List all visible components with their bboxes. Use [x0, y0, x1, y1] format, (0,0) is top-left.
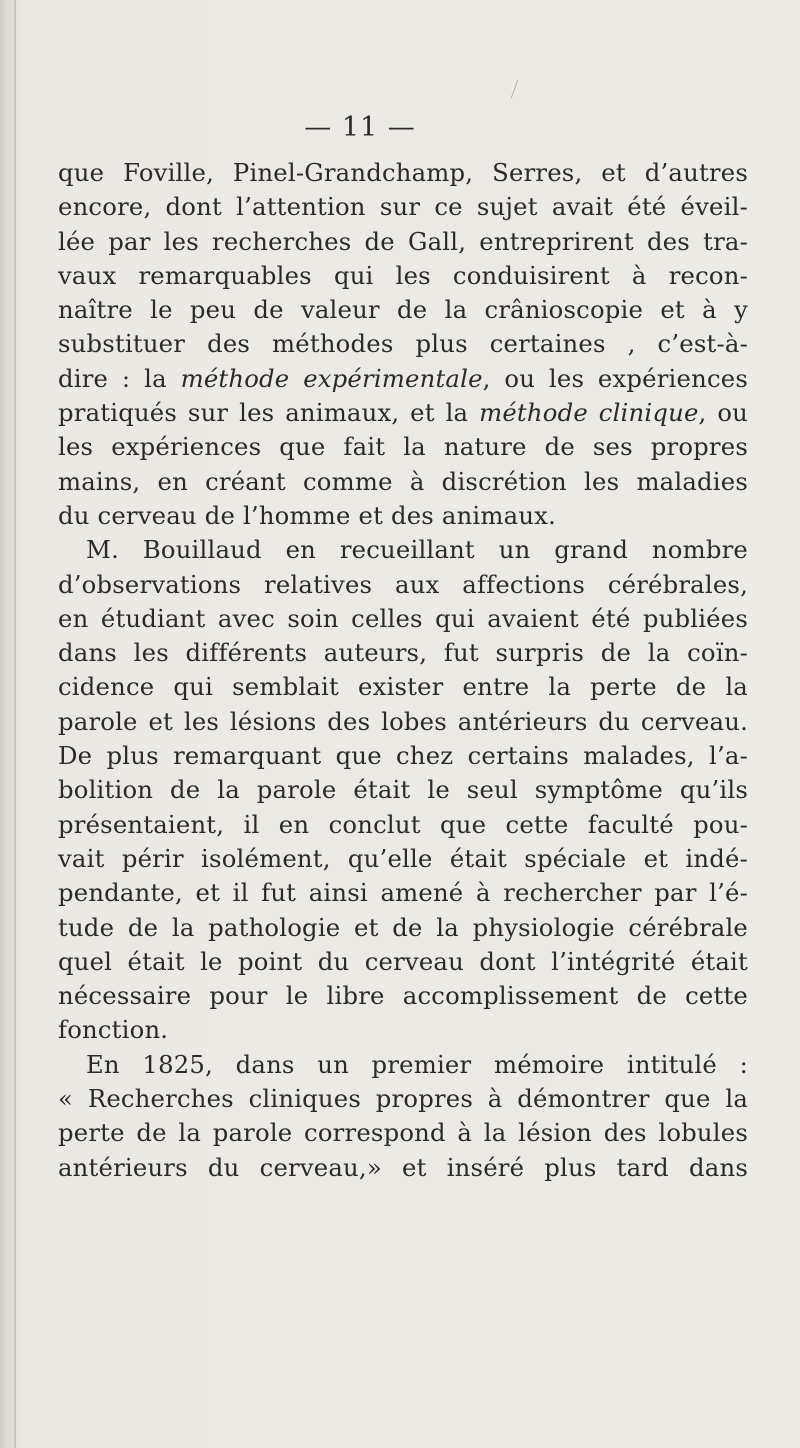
- body-text: [58, 156, 748, 1185]
- text-line: naître le peu de valeur de la crânioscopie et à y: [58, 295, 748, 325]
- text-line: mains, en créant comme à discrétion les maladies: [58, 466, 748, 496]
- text-line: en étudiant avec soin celles qui avaient été publiées: [58, 603, 748, 633]
- text-segment: pratiqués sur les animaux, et la: [58, 398, 480, 428]
- text-line: lée par les recherches de Gall, entreprirent des tra-: [58, 226, 748, 256]
- text-line: fonction.: [58, 1015, 169, 1045]
- page-gutter-edge: [14, 0, 16, 1448]
- text-line: M. Bouillaud en recueillant un grand nombre: [86, 535, 748, 565]
- text-line: que Foville, Pinel-Grandchamp, Serres, et d’autres: [58, 158, 748, 187]
- italic-term: méthode clinique: [479, 398, 699, 428]
- text-line: vaux remarquables qui les conduisirent à recon-: [58, 260, 748, 290]
- text-line: De plus remarquant que chez certains malades, l’a-: [58, 741, 748, 771]
- italic-term: méthode expérimentale: [180, 363, 483, 393]
- text-line: antérieurs du cerveau,» et inséré plus tard dans: [58, 1152, 748, 1182]
- text-line: En 1825, dans un premier mémoire intitulé :: [86, 1049, 748, 1079]
- text-line: encore, dont l’attention sur ce sujet avait été éveil-: [58, 192, 748, 222]
- text-line: substituer des méthodes plus certaines , c’est-à-: [58, 329, 748, 359]
- text-line: pendante, et il fut ainsi amené à rechercher par l’é-: [58, 878, 748, 908]
- text-line: [58, 362, 748, 396]
- pencil-mark: [501, 80, 519, 98]
- text-segment: , ou les expériences: [482, 363, 748, 393]
- text-line: bolition de la parole était le seul symptôme qu’ils: [58, 775, 748, 805]
- text-line: « Recherches cliniques propres à démontrer que la: [58, 1084, 748, 1114]
- text-line: cidence qui semblait exister entre la perte de la: [58, 672, 748, 702]
- page-number: — 11 —: [304, 112, 416, 143]
- text-line: du cerveau de l’homme et des animaux.: [58, 500, 556, 530]
- text-line: parole et les lésions des lobes antérieurs du cerveau.: [58, 706, 748, 736]
- text-line: perte de la parole correspond à la lésion des lobules: [58, 1118, 748, 1148]
- text-line: quel était le point du cerveau dont l’intégrité était: [58, 946, 748, 976]
- text-line: vait périr isolément, qu’elle était spéciale et indé-: [58, 843, 748, 873]
- text-segment: dire : la: [58, 363, 181, 393]
- text-line: tude de la pathologie et de la physiologie cérébrale: [58, 912, 748, 942]
- text-line: dans les différents auteurs, fut surpris de la coïn-: [58, 638, 748, 668]
- text-line: d’observations relatives aux affections cérébrales,: [58, 569, 748, 599]
- text-segment: , ou: [698, 398, 748, 428]
- text-line: nécessaire pour le libre accomplissement de cette: [58, 981, 748, 1011]
- text-line: les expériences que fait la nature de ses propres: [58, 432, 748, 462]
- text-line: présentaient, il en conclut que cette faculté pou-: [58, 809, 748, 839]
- text-line: [58, 396, 748, 430]
